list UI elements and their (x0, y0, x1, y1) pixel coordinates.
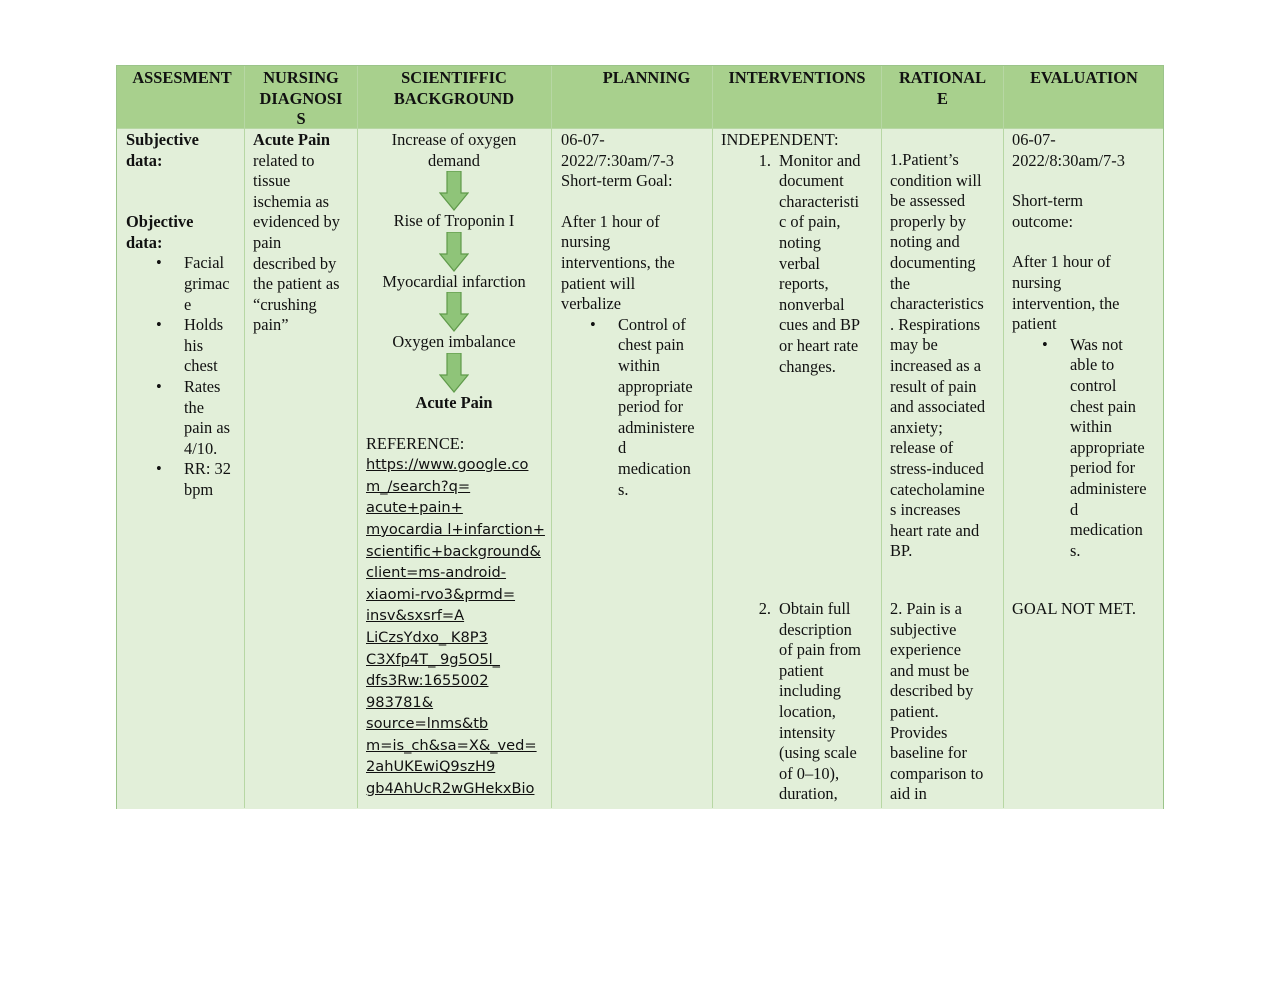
independent-label: INDEPENDENT: (721, 130, 839, 149)
reference-link-line[interactable]: xiaomi-rvo3&prmd= (366, 585, 516, 603)
reference-link-line[interactable]: LiCzsYdxo_ K8P3 (366, 628, 488, 646)
objective-label: Objective data: (126, 212, 194, 252)
planning-goal-list (618, 315, 711, 500)
goal-status: GOAL NOT MET. (1012, 599, 1136, 618)
header-assessment: ASSESMENT (132, 68, 232, 87)
reference-link-line[interactable]: dfs3Rw:1655002 (366, 672, 489, 690)
down-arrow-icon (439, 292, 469, 332)
reference-link-line[interactable]: source=lnms&tb (366, 715, 489, 733)
intervention-item-2: 2. Obtain full description of pain from patient including location, intensity (using scale of 0–10), duration, (758, 599, 861, 804)
evaluation-list (1070, 335, 1164, 562)
header-rationale: RATIONAL E (898, 68, 987, 108)
flow-step: Increase of oxygen demand (391, 130, 517, 170)
interventions-cell (721, 130, 881, 377)
care-plan-table (116, 65, 1164, 809)
objective-list (184, 253, 242, 500)
column-divider (244, 66, 245, 808)
reference-link-line[interactable]: gb4AhUcR2wGHekxBio (366, 780, 535, 798)
subjective-label: Subjective data: (126, 130, 199, 170)
reference-link-line[interactable]: https://www.google.co (366, 456, 529, 474)
scientific-cell (358, 130, 550, 800)
list-item: • Control of chest pain within appropriate period for administere d medication s. (618, 315, 711, 500)
reference-link-line[interactable]: m=is_ch&sa=X&_ved= (366, 736, 537, 754)
diagnosis-title: Acute Pain (253, 130, 330, 149)
rationale-2: 2. Pain is a subjective experience and must be described by patient. Provides baseline for comparison to aid in (890, 599, 984, 804)
reference-link-line[interactable]: insv&sxsrf=A (366, 607, 465, 625)
column-divider (712, 66, 713, 808)
flow-result: Acute Pain (415, 392, 493, 412)
header-interventions: INTERVENTIONS (728, 68, 866, 87)
reference-link-line[interactable]: 2ahUKEwiQ9szH9 (366, 758, 496, 776)
reference-link-line[interactable]: myocardia l+infarction+ (366, 520, 545, 538)
reference-link-line[interactable]: 983781& (366, 693, 434, 711)
evaluation-cell: 06-07- 2022/8:30am/7-3 Short-term outcome: After 1 hour of nursing intervention, the patient • Was not able to control chest pain within appropriate period for administere d medication s. (1012, 130, 1164, 561)
list-item: 1. Monitor and document characteristi c of pain, noting verbal reports, nonverbal cues and BP or heart rate changes. (758, 150, 861, 376)
goal-label: Short-term Goal: (561, 171, 673, 191)
outcome-label: Short-term outcome: (1012, 191, 1084, 231)
reference-link-line[interactable]: C3Xfp4T_ 9g5O5l_ (366, 650, 500, 668)
list-item: • Rates the pain as 4/10. (184, 377, 242, 459)
column-divider (551, 66, 552, 808)
header-nursing-diagnosis: NURSING DIAGNOSI S (259, 68, 343, 129)
rationale-1: 1.Patient’s condition will be assessed properly by noting and documenting the characteristics . Respirations may be increased as a result of pain and associated anxiety; release of stress-induced catecholamine s increases heart rate and BP. (890, 150, 986, 561)
flow-step: Myocardial infarction (382, 271, 526, 291)
assessment-cell (126, 130, 242, 501)
column-divider (881, 66, 882, 808)
list-item: • RR: 32 bpm (184, 459, 242, 500)
column-divider (1003, 66, 1004, 808)
header-planning: PLANNING (602, 68, 691, 87)
reference-link-line[interactable]: acute+pain+ (366, 499, 463, 517)
down-arrow-icon (439, 232, 469, 272)
reference-link[interactable] (358, 454, 550, 800)
diagnosis-cell: Acute Pain related to tissue ischemia as evidenced by pain described by the patient as “crushing pain” (253, 130, 357, 336)
planning-cell: 06-07- 2022/7:30am/7-3 Short-term Goal: After 1 hour of nursing interventions, the patient will verbalize • Control of chest pain within appropriate period for administere d medication s. (561, 130, 711, 500)
down-arrow-icon (439, 353, 469, 393)
flow-step: Rise of Troponin I (393, 211, 515, 231)
list-item: • Was not able to control chest pain within appropriate period for administere d medication s. (1070, 335, 1164, 562)
list-item: • Holds his chest (184, 315, 242, 377)
reference-label: REFERENCE: (366, 433, 465, 453)
header-scientific-background: SCIENTIFFIC BACKGROUND (393, 68, 515, 108)
list-item: • Facial grimac e (184, 253, 242, 315)
header-evaluation: EVALUATION (1030, 68, 1138, 87)
reference-link-line[interactable]: client=ms-android- (366, 564, 507, 582)
reference-link-line[interactable]: scientific+background& (366, 542, 541, 560)
flow-step: Oxygen imbalance (392, 332, 516, 352)
reference-link-line[interactable]: m_/search?q= (366, 477, 471, 495)
interventions-list (758, 150, 881, 378)
down-arrow-icon (439, 171, 469, 211)
